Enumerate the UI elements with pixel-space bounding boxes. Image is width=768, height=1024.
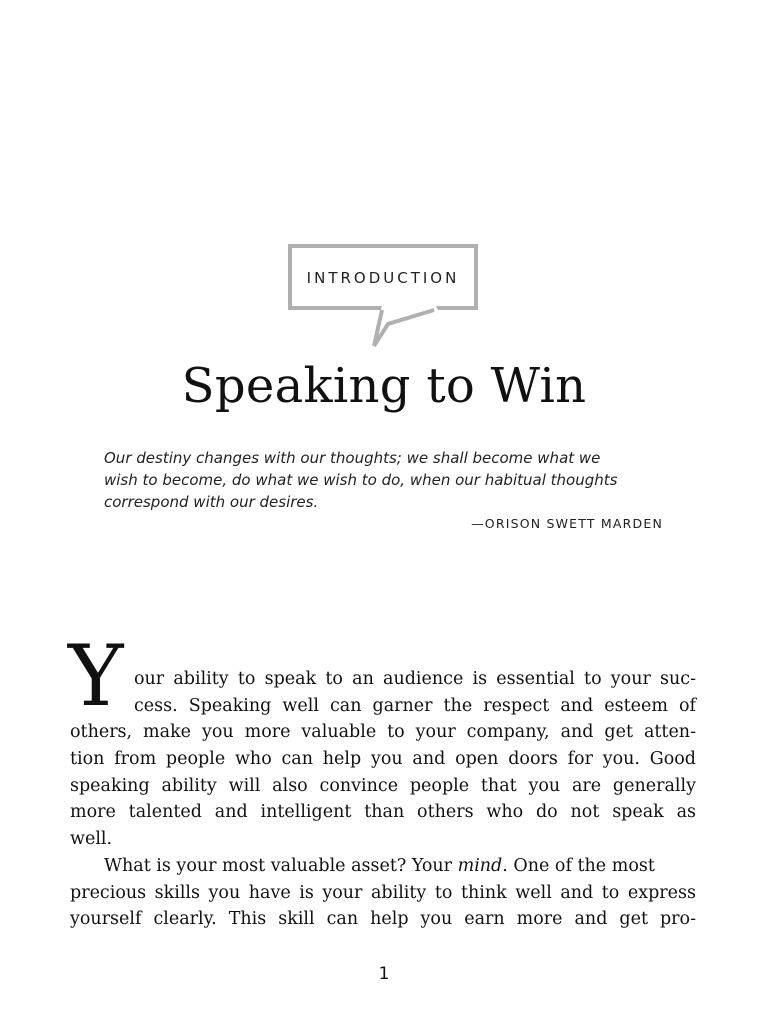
- body-line-text: yourself clearly. This skill can help you earn more and get pro-: [70, 909, 696, 930]
- body-text: [70, 666, 696, 933]
- body-line-text: our ability to speak to an audience is essential to your suc-: [134, 669, 696, 689]
- body-line-text: . One of the most: [502, 855, 655, 876]
- section-label-bubble: [288, 244, 478, 310]
- body-line: [70, 853, 696, 880]
- epigraph-line: Our destiny changes with our thoughts; we shall become what we: [104, 449, 601, 467]
- body-line-text: well.: [70, 829, 113, 850]
- body-line: [70, 799, 696, 826]
- body-line-text: others, make you more valuable to your company, and get atten-: [70, 722, 696, 743]
- body-line: [70, 773, 696, 800]
- body-line: [70, 880, 696, 907]
- chapter-title: Speaking to Win: [181, 358, 587, 414]
- body-line: [70, 746, 696, 773]
- page-number: 1: [378, 964, 390, 984]
- body-line-text: tion from people who can help you and open doors for you. Good: [70, 749, 696, 770]
- body-line: [70, 719, 696, 746]
- speech-bubble-tail-icon: [340, 306, 450, 352]
- drop-cap: Y: [68, 627, 124, 725]
- body-line-text: precious skills you have is your ability to think well and to express: [70, 882, 696, 903]
- epigraph-line: wish to become, do what we wish to do, when our habitual thoughts: [104, 471, 618, 489]
- epigraph: [104, 447, 684, 513]
- emphasis-mind: mind: [457, 855, 503, 876]
- body-line-text: speaking ability will also convince people that you are generally: [70, 775, 696, 796]
- section-label: INTRODUCTION: [306, 269, 460, 287]
- body-line: [70, 693, 696, 720]
- body-line: [70, 666, 696, 693]
- epigraph-line: correspond with our desires.: [104, 493, 319, 511]
- body-line: [70, 826, 696, 853]
- body-line-text: cess. Speaking well can garner the respect and esteem of: [134, 695, 696, 716]
- body-line: [70, 906, 696, 933]
- epigraph-attribution: —ORISON SWETT MARDEN: [471, 516, 663, 531]
- body-line-text: What is your most valuable asset? Your: [104, 855, 458, 876]
- body-line-text: more talented and intelligent than others who do not speak as: [70, 802, 696, 823]
